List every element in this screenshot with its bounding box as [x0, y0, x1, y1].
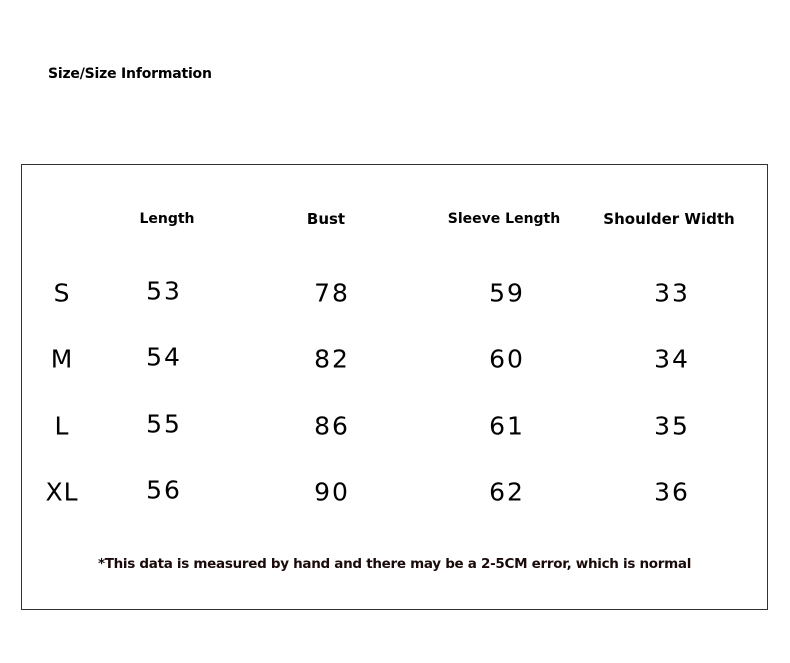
- sleeve-length-value: 59: [489, 278, 525, 308]
- size-label: S: [53, 278, 71, 308]
- size-label: L: [54, 411, 70, 441]
- sleeve-length-value: 61: [489, 411, 525, 441]
- size-label: XL: [45, 477, 79, 507]
- bust-value: 82: [314, 344, 350, 374]
- bust-value: 90: [314, 477, 350, 507]
- shoulder-width-value: 36: [654, 477, 690, 507]
- size-table: [21, 164, 768, 610]
- header-shoulder-width: Shoulder Width: [603, 210, 735, 228]
- length-value: 55: [146, 409, 182, 439]
- length-value: 54: [146, 342, 182, 372]
- measurement-footnote: *This data is measured by hand and there may be a 2-5CM error, which is normal: [97, 556, 692, 572]
- header-bust: Bust: [306, 210, 346, 228]
- header-length: Length: [139, 211, 195, 227]
- length-value: 56: [146, 475, 182, 505]
- bust-value: 78: [314, 278, 350, 308]
- sleeve-length-value: 62: [489, 477, 525, 507]
- shoulder-width-value: 34: [654, 344, 690, 374]
- page-title: Size/Size Information: [48, 66, 212, 82]
- bust-value: 86: [314, 411, 350, 441]
- shoulder-width-value: 35: [654, 411, 690, 441]
- size-label: M: [50, 344, 74, 374]
- sleeve-length-value: 60: [489, 344, 525, 374]
- length-value: 53: [146, 276, 182, 306]
- shoulder-width-value: 33: [654, 278, 690, 308]
- header-sleeve-length: Sleeve Length: [447, 211, 561, 227]
